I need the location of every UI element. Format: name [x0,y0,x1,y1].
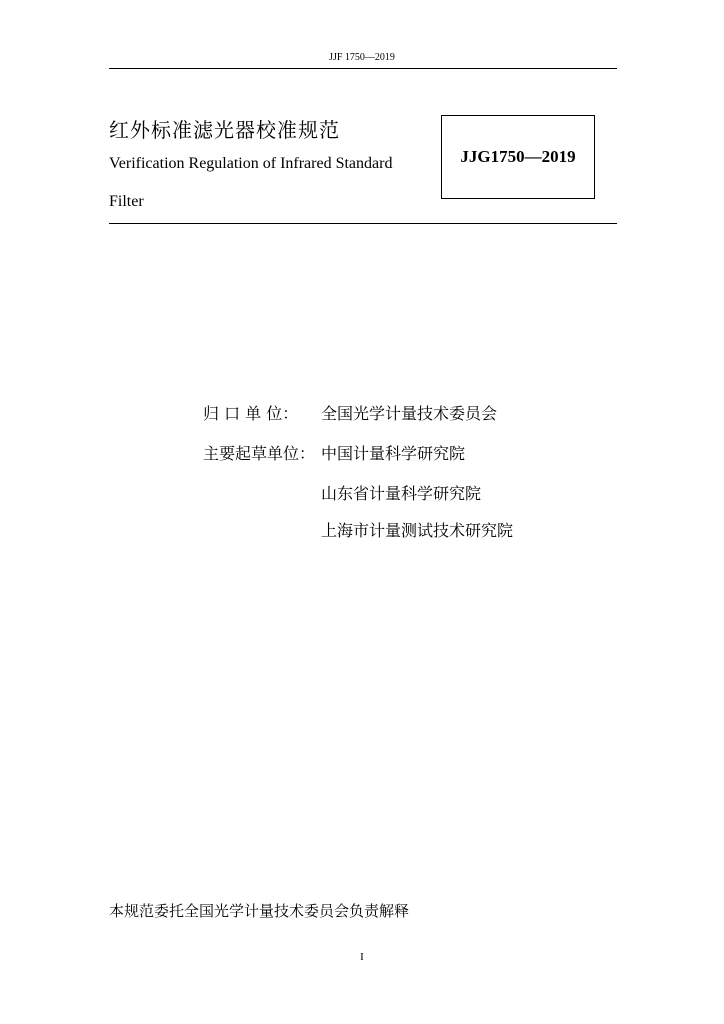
regulation-code: JJG1750—2019 [460,147,576,166]
drafting-unit-3: 上海市计量测试技术研究院 [321,521,514,540]
drafting-unit-label: 主要起草单位： [203,444,316,463]
drafting-unit-row [203,441,465,464]
regulation-code-box [441,115,595,199]
interpretation-note: 本规范委托全国光学计量技术委员会负责解释 [109,902,410,920]
title-chinese: 红外标准滤光器校准规范 [109,118,340,142]
title-english-line2: Filter [109,193,144,210]
header-rule [109,68,617,69]
running-header: JJF 1750—2019 [329,52,395,63]
drafting-unit-2: 山东省计量科学研究院 [321,484,482,503]
responsible-unit-row [203,401,497,424]
drafting-unit-1: 中国计量科学研究院 [321,444,466,463]
responsible-unit-label: 归 口 单 位： [203,404,299,423]
title-rule [109,223,617,224]
responsible-unit: 全国光学计量技术委员会 [321,404,498,423]
title-english-line1: Verification Regulation of Infrared Standard [109,155,393,172]
page-number: I [360,951,364,963]
